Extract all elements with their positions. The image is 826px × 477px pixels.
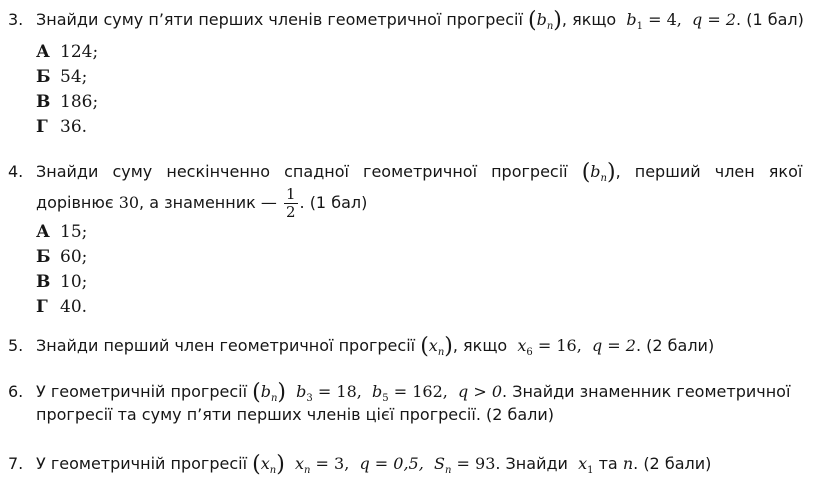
question-number: 7. (8, 454, 24, 473)
question-3-line: 3. Знайди суму п’яти перших членів геометричної прогресії $(b_n)$, якщо $b_1 = 4$, q = 2. (1 бал) (8, 8, 804, 33)
question-text: У геометричній прогресії (36, 382, 248, 401)
question-text: Знайди суму нескінченно спадної геометричної прогресії (36, 162, 568, 181)
option-d: Г 36. (36, 117, 88, 137)
question-number: 4. (8, 162, 24, 181)
question-number: 3. (8, 10, 24, 29)
question-7-line: 7. У геометричній прогресії $(x_n) x_n = 3$, q = 0,5, $S_n = 93$. Знайди $x_1$ та n. (2 бали) (8, 452, 712, 477)
sequence-symbol: b (260, 382, 271, 401)
question-6-line: 6. У геометричній прогресії $(b_n) b_3 = 18$, $b_5 = 162$, q > 0. Знайди знаменник геометричної (8, 380, 791, 405)
option-a: А 15; (36, 222, 88, 242)
option-b: Б 54; (36, 67, 88, 87)
question-4-line: 4. Знайди суму нескінченно спадної геометричної прогресії $(b_n)$, перший член якої (8, 160, 803, 185)
sequence-symbol: x (428, 336, 438, 355)
question-5-line: 5. Знайди перший член геометричної прогресії $(x_n)$, якщо $x_6 = 16$, q = 2. (2 бали) (8, 334, 715, 359)
question-text: У геометричній прогресії (36, 454, 248, 473)
question-text: Знайди суму п’яти перших членів геометричної прогресії (36, 10, 523, 29)
sequence-symbol: b (536, 10, 547, 29)
sequence-symbol: x (260, 454, 270, 473)
sequence-symbol: b (590, 162, 601, 181)
option-c: В 10; (36, 272, 88, 292)
question-4-line-2: дорівнює 30, а знаменник — $\frac{1}{2}$ . (1 бал) (36, 185, 368, 221)
option-c: В 186; (36, 92, 99, 112)
question-number: 6. (8, 382, 24, 401)
question-6-line-2: прогресії та суму п’яти перших членів цієї прогресії. (2 бали) (36, 405, 555, 424)
fraction: $\frac{1}{2}$ (285, 185, 296, 221)
question-text: Знайди перший член геометричної прогресії (36, 336, 416, 355)
question-number: 5. (8, 336, 24, 355)
option-b: Б 60; (36, 247, 88, 267)
option-d: Г 40. (36, 297, 88, 317)
option-a: А 124; (36, 42, 99, 62)
